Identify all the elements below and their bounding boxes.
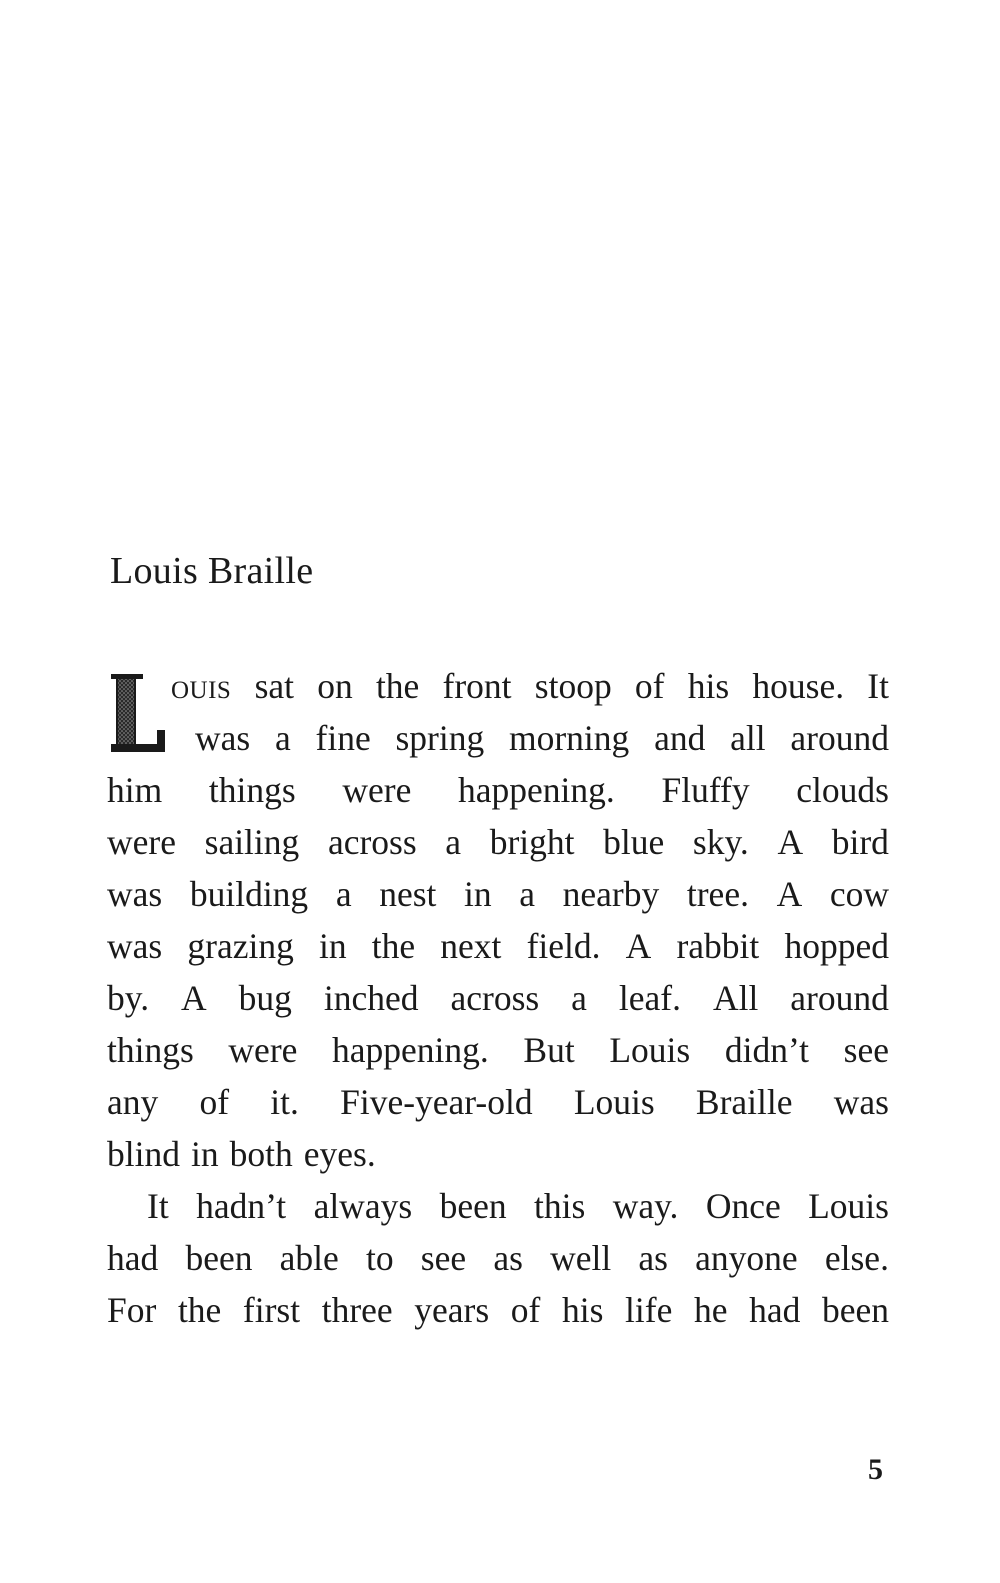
word: him — [107, 770, 163, 810]
word: see — [420, 1238, 467, 1278]
word: always — [313, 1186, 413, 1226]
word: blind — [107, 1134, 180, 1174]
word: as — [493, 1238, 523, 1278]
word: was — [195, 718, 251, 758]
word: a — [274, 718, 291, 758]
word: sailing — [204, 822, 300, 862]
word: across — [450, 978, 540, 1018]
word: sky. — [692, 822, 749, 862]
text-line — [107, 1284, 889, 1336]
word: around — [790, 978, 889, 1018]
word: been — [821, 1290, 889, 1330]
word: his — [687, 666, 730, 706]
text-line — [107, 660, 889, 712]
text-line — [107, 972, 889, 1024]
word: All — [712, 978, 759, 1018]
word: house. — [752, 666, 845, 706]
word: It — [867, 666, 889, 706]
word: spring — [395, 718, 485, 758]
word: field. — [526, 926, 601, 966]
word: of — [510, 1290, 541, 1330]
word: the — [375, 666, 420, 706]
word: by. — [107, 978, 150, 1018]
word: able — [279, 1238, 339, 1278]
text-line — [107, 1076, 889, 1128]
word: any — [107, 1082, 159, 1122]
word: in — [464, 874, 492, 914]
word: It — [147, 1186, 169, 1226]
word: happening. — [458, 770, 615, 810]
word: been — [439, 1186, 507, 1226]
word: leaf. — [618, 978, 681, 1018]
word: inched — [323, 978, 419, 1018]
word: across — [327, 822, 417, 862]
text-line — [107, 816, 889, 868]
word: was — [107, 926, 163, 966]
word: were — [342, 770, 412, 810]
word: first — [242, 1290, 301, 1330]
word: else. — [824, 1238, 889, 1278]
word: bird — [831, 822, 889, 862]
word: anyone — [695, 1238, 798, 1278]
word: fine — [315, 718, 371, 758]
word: didn’t — [724, 1030, 810, 1070]
word: nearby — [562, 874, 660, 914]
word: had — [749, 1290, 801, 1330]
word: A — [776, 874, 803, 914]
word: were — [228, 1030, 298, 1070]
text-line — [107, 920, 889, 972]
word: sat — [254, 666, 294, 706]
word: blue — [603, 822, 665, 862]
word: clouds — [796, 770, 889, 810]
word: bright — [489, 822, 575, 862]
word: Braille — [695, 1082, 793, 1122]
word: Louis — [609, 1030, 691, 1070]
word: a — [335, 874, 352, 914]
word: on — [317, 666, 353, 706]
text-line — [107, 1232, 889, 1284]
word: things — [107, 1030, 194, 1070]
text-line — [107, 712, 889, 764]
word: he — [693, 1290, 728, 1330]
word: Louis — [808, 1186, 889, 1226]
word: all — [730, 718, 766, 758]
word: nest — [379, 874, 437, 914]
word: in — [318, 926, 347, 966]
word: around — [790, 718, 889, 758]
text-line — [107, 868, 889, 920]
word: bug — [238, 978, 292, 1018]
word: next — [440, 926, 502, 966]
text-line — [107, 1024, 889, 1076]
word: A — [777, 822, 804, 862]
word: see — [843, 1030, 889, 1070]
word: Louis — [573, 1082, 655, 1122]
word: well — [550, 1238, 612, 1278]
word: the — [177, 1290, 222, 1330]
chapter-title: Louis Braille — [110, 550, 314, 592]
word: Once — [705, 1186, 781, 1226]
word: Five-year-old — [340, 1082, 533, 1122]
paragraph-2 — [107, 1180, 889, 1336]
word: front — [442, 666, 512, 706]
word: building — [189, 874, 309, 914]
paragraph-1 — [107, 660, 889, 1180]
word: hadn’t — [196, 1186, 287, 1226]
word: of — [634, 666, 665, 706]
word: in — [190, 1134, 219, 1174]
text-line — [107, 1180, 889, 1232]
page-number: 5 — [868, 1453, 883, 1486]
word: a — [519, 874, 536, 914]
word: But — [523, 1030, 575, 1070]
word: had — [107, 1238, 159, 1278]
word: rabbit — [676, 926, 760, 966]
text-line — [107, 764, 889, 816]
word: to — [365, 1238, 394, 1278]
word: A — [181, 978, 207, 1018]
drop-cap-ornament — [107, 672, 169, 760]
word: as — [638, 1238, 668, 1278]
word: the — [371, 926, 416, 966]
word: was — [107, 874, 163, 914]
word: was — [833, 1082, 889, 1122]
word: things — [208, 770, 296, 810]
word: way. — [612, 1186, 679, 1226]
word: his — [561, 1290, 604, 1330]
word: hopped — [784, 926, 889, 966]
word: A — [625, 926, 652, 966]
word: a — [445, 822, 462, 862]
word: For — [107, 1290, 157, 1330]
word: Fluffy — [661, 770, 750, 810]
word: of — [199, 1082, 230, 1122]
word: cow — [829, 874, 889, 914]
word: ouis — [171, 666, 232, 706]
word: stoop — [534, 666, 612, 706]
word: years — [414, 1290, 490, 1330]
word: were — [107, 822, 176, 862]
word: this — [533, 1186, 586, 1226]
word: both — [229, 1134, 293, 1174]
word: eyes. — [303, 1134, 376, 1174]
word: it. — [270, 1082, 299, 1122]
drop-cap-letter — [107, 672, 169, 760]
word: tree. — [686, 874, 749, 914]
text-line — [107, 1128, 889, 1180]
word: been — [185, 1238, 253, 1278]
word: a — [571, 978, 587, 1018]
word: happening. — [332, 1030, 489, 1070]
word: morning — [509, 718, 630, 758]
body-text — [107, 660, 889, 1336]
word: life — [625, 1290, 673, 1330]
word: grazing — [187, 926, 294, 966]
word: three — [321, 1290, 393, 1330]
word: and — [654, 718, 706, 758]
